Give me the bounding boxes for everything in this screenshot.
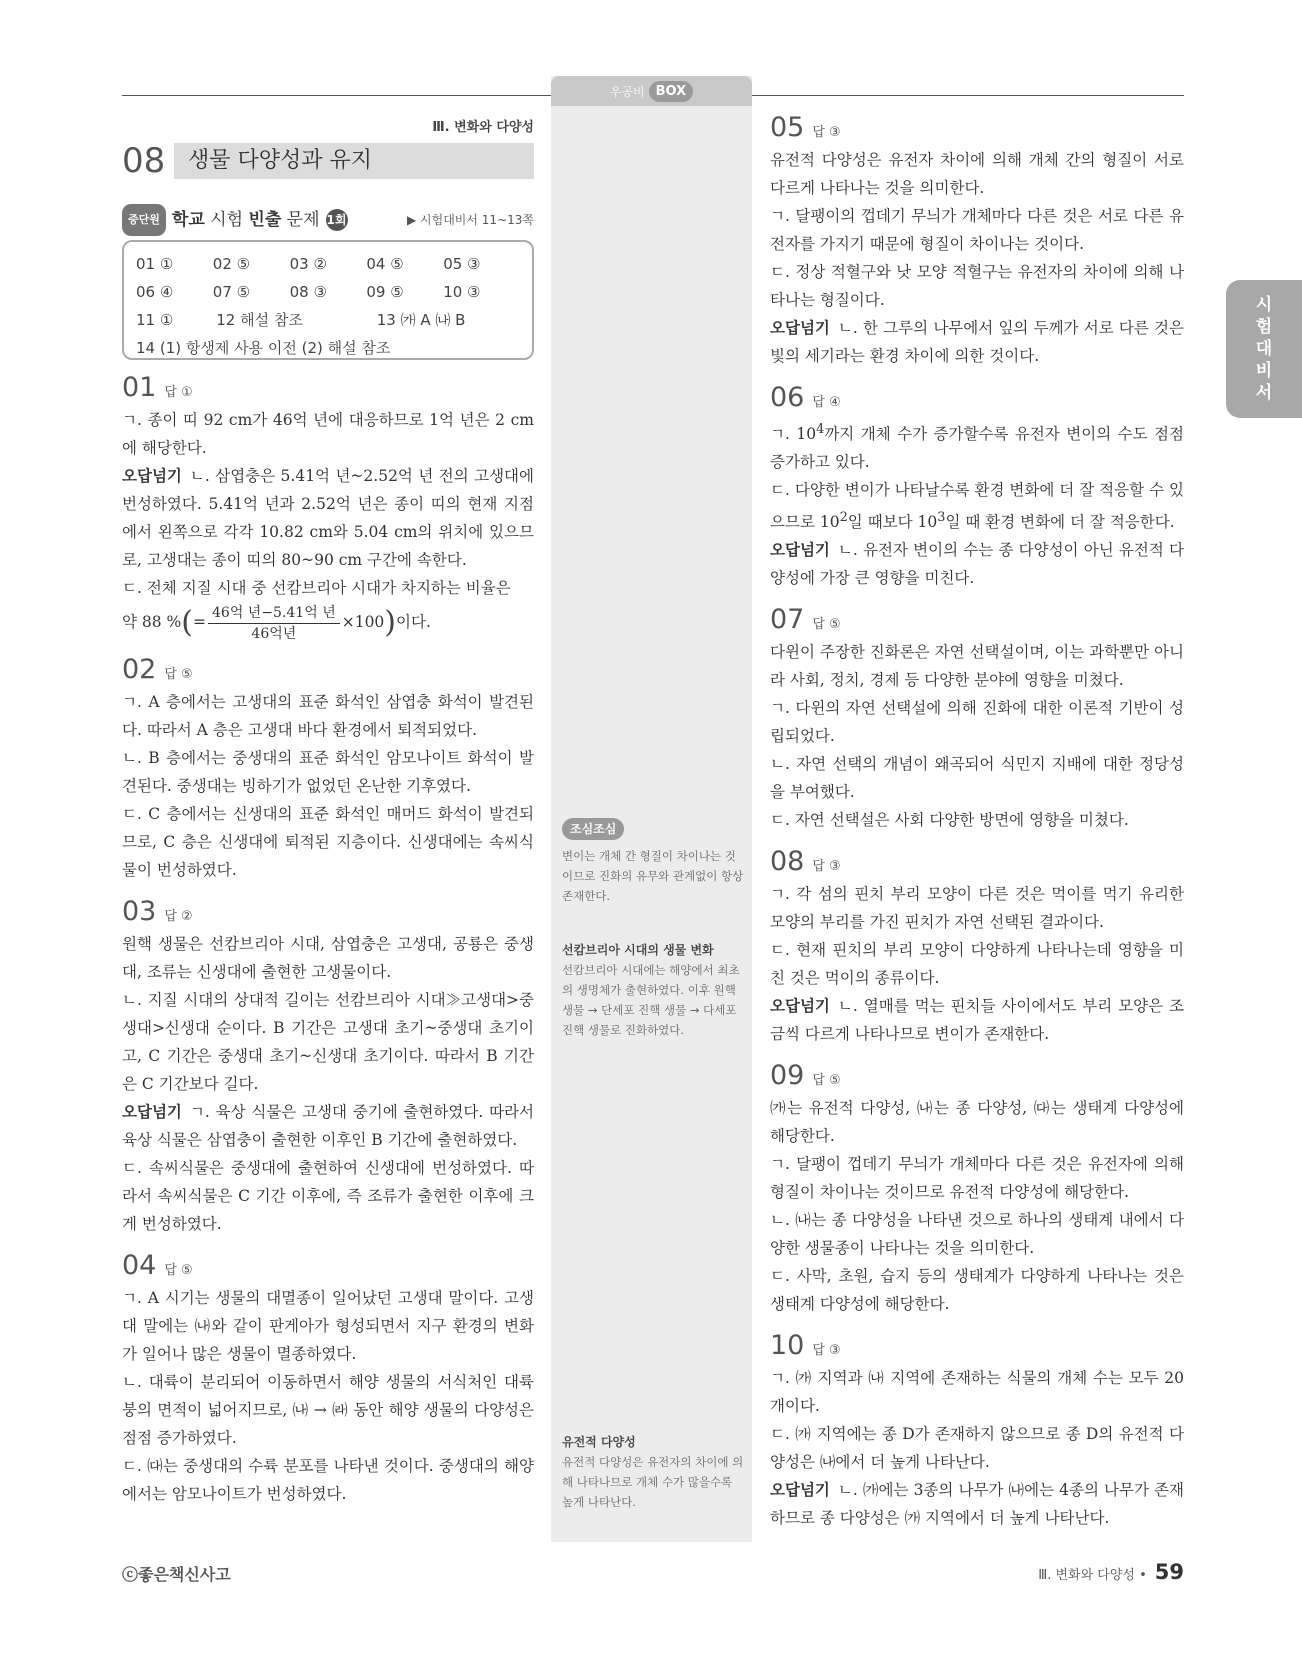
explanation-text: ㄱ. ㈎ 지역과 ㈏ 지역에 존재하는 식물의 개체 수는 모두 20개이다. — [770, 1369, 1184, 1416]
paren-close: ) — [384, 605, 397, 640]
explanation-text: ㄱ. 각 섬의 핀치 부리 모양이 다른 것은 먹이를 먹기 유리한 모양의 부리를 가진 핀치가 자연 선택된 결과이다. — [770, 885, 1184, 932]
left-column — [122, 114, 534, 1508]
answer-mark: 답 ④ — [812, 395, 841, 410]
unit-number: 08 — [122, 141, 166, 181]
answer-cell: 06 ④ — [136, 283, 174, 301]
explanation-text: ㄴ. B 층에서는 중생대의 표준 화석인 암모나이트 화석이 발견된다. 중생대는 빙하기가 없었던 온난한 기후였다. — [122, 749, 534, 795]
text-part: 일 때 환경 변화에 더 잘 적응한다. — [945, 513, 1175, 532]
answer-mark: 답 ⑤ — [812, 1073, 841, 1089]
answer-cell: 11 ① — [136, 311, 174, 329]
wrong-text: ㄴ. 한 그루의 나무에서 잎의 두께가 서로 다른 것은 빛의 세기라는 환경 차이에 의한 것이다. — [770, 319, 1184, 365]
unit-title: 생물 다양성과 유지 — [174, 143, 534, 179]
explanation-text: ㄷ. 사막, 초원, 습지 등의 생태계가 다양하게 나타나는 것은 생태계 다양성에 해당한다. — [770, 1267, 1184, 1314]
publisher-logo: ⓒ좋은책신사고 — [122, 1565, 231, 1584]
explanation-text: 원핵 생물은 선캄브리아 시대, 삼엽충은 고생대, 공룡은 중생대, 조류는 신생대에 출현한 고생물이다. — [122, 935, 534, 981]
wrong-label: 오답넘기 — [122, 467, 182, 485]
answer-mark: 답 ① — [164, 385, 193, 400]
explanation-text: ㄷ. 자연 선택설은 사회 다양한 방면에 영향을 미쳤다. — [770, 811, 1129, 830]
question-header — [770, 606, 1184, 638]
answer-cell: 13 ㈎ A ㈏ B — [376, 311, 466, 329]
explanation-text: 유전적 다양성은 유전자 차이에 의해 개체 간의 형질이 서로 다르게 나타나는 것을 의미한다. — [770, 151, 1184, 197]
side-tab-char: 서 — [1255, 383, 1273, 403]
title-part-a: 학교 — [171, 210, 205, 230]
page-reference: ▶ 시험대비서 11~13쪽 — [406, 213, 534, 227]
side-tab-char: 시 — [1255, 295, 1273, 315]
answer-cell: 03 ② — [289, 255, 327, 273]
explanation-text: ㄴ. 자연 선택의 개념이 왜곡되어 식민지 지배에 대한 정당성을 부여했다. — [770, 755, 1184, 802]
answer-mark: 답 ⑤ — [164, 667, 193, 682]
wrong-answer-note — [770, 992, 1184, 1048]
sidebar-column-bg — [551, 76, 752, 1542]
superscript: 4 — [816, 422, 825, 437]
answer-cell: 02 ⑤ — [212, 255, 251, 273]
wrong-label: 오답넘기 — [770, 997, 830, 1016]
footer-part: Ⅲ. 변화와 다양성 • — [1038, 1568, 1147, 1583]
question-number: 04 — [122, 1250, 157, 1281]
question-number: 07 — [770, 604, 805, 636]
wrong-text: ㄴ. ㈎에는 3종의 나무가 ㈏에는 4종의 나무가 존재하므로 종 다양성은 ㈎ 지역에서 더 높게 나타난다. — [770, 1481, 1184, 1528]
text-part: ㄱ. 10 — [770, 425, 817, 444]
answer-cell: 05 ③ — [443, 255, 481, 273]
answer-cell: 10 ③ — [443, 283, 481, 301]
explanation-text: ㄱ. A 층에서는 고생대의 표준 화석인 삼엽충 화석이 발견된다. 따라서 A 층은 고생대 바다 환경에서 퇴적되었다. — [122, 693, 534, 739]
side-note-title: 선캄브리아 시대의 생물 변화 — [562, 943, 714, 957]
superscript: 2 — [839, 510, 848, 526]
caution-chip: 조심조심 — [562, 818, 624, 840]
answer-mark: 답 ② — [164, 909, 193, 924]
formula-end: 이다. — [396, 613, 431, 631]
text-part: 일 때보다 10 — [847, 513, 938, 532]
question-header — [770, 848, 1184, 880]
explanation-text: ㄱ. 다윈의 자연 선택설에 의해 진화에 대한 이론적 기반이 성립되었다. — [770, 699, 1184, 746]
question-number: 01 — [122, 372, 157, 403]
question-header — [770, 384, 1184, 416]
box-tab-label: 우공비 — [609, 84, 645, 99]
explanation-text: ㄴ. ㈏는 종 다양성을 나타낸 것으로 하나의 생태계 내에서 다양한 생물종이 나타나는 것을 의미한다. — [770, 1211, 1184, 1258]
page-footer — [1038, 1560, 1184, 1584]
wrong-answer-note — [770, 536, 1184, 592]
wrong-label: 오답넘기 — [770, 541, 830, 560]
box-tab — [551, 76, 752, 106]
answer-row — [136, 278, 520, 306]
formula-eq: = — [193, 613, 206, 631]
explanation-text: ㄷ. ㈐는 중생대의 수륙 분포를 나타낸 것이다. 중생대의 해양에서는 암모나이트가 번성하였다. — [122, 1457, 534, 1503]
explanation-text — [770, 476, 1184, 536]
text-part: ㄷ. 다양한 변이가 나타날수록 환경 변화에 더 잘 적응할 수 있으므로 10 — [770, 481, 1184, 532]
wrong-answer-note — [122, 462, 534, 574]
side-note-text: 변이는 개체 간 형질이 차이나는 것이므로 진화의 유무와 관계없이 항상 존재한다. — [562, 849, 744, 903]
explanation-text: ㄷ. C 층에서는 신생대의 표준 화석인 매머드 화석이 발견되므로, C 층은 신생대에 퇴적된 지층이다. 신생대에는 속씨식물이 번성하였다. — [122, 805, 534, 879]
answer-row — [136, 306, 520, 334]
explanation-text: ㄷ. 전체 지질 시대 중 선캄브리아 시대가 차지하는 비율은 — [122, 579, 511, 597]
answer-box-title — [172, 206, 320, 234]
wrong-text: ㄱ. 육상 식물은 고생대 중기에 출현하였다. 따라서 육상 식물은 삼엽충이 출현한 이후인 B 기간에 출현하였다. — [122, 1103, 534, 1149]
answer-cell: 09 ⑤ — [366, 283, 404, 301]
wrong-label: 오답넘기 — [770, 1481, 830, 1500]
wrong-text: ㄴ. 삼엽충은 5.41억 년~2.52억 년 전의 고생대에 번성하였다. 5.41억 년과 2.52억 년은 종이 띠의 현재 지점에서 왼쪽으로 각각 10.82 cm와 5.04 cm의 위치에 있으므로, 고생대는 종이 띠의 80~90 cm 구간에 속한다. — [122, 467, 534, 569]
question-header — [122, 656, 534, 688]
question-number: 10 — [770, 1330, 805, 1362]
fraction — [208, 603, 340, 644]
page-number: 59 — [1154, 1560, 1184, 1584]
side-note-text: 선캄브리아 시대에는 해양에서 최초의 생명체가 출현하였다. 이후 원핵 생물 → 단세포 진핵 생물 → 다세포 진핵 생물로 진화하였다. — [562, 963, 740, 1037]
wrong-answer-note — [122, 1098, 534, 1154]
question-header — [122, 374, 534, 406]
paren-open: ( — [181, 605, 193, 640]
fraction-numerator: 46억 년−5.41억 년 — [208, 603, 340, 624]
answer-mark: 답 ③ — [812, 125, 841, 140]
question-header — [770, 1332, 1184, 1364]
explanation-text: ㄴ. 대륙이 분리되어 이동하면서 해양 생물의 서식처인 대륙붕의 면적이 넓어지므로, ㈏ → ㈑ 동안 해양 생물의 다양성은 점점 증가하였다. — [122, 1373, 534, 1447]
answer-mark: 답 ③ — [812, 859, 841, 875]
explanation-text: ㄴ. 지질 시대의 상대적 길이는 선캄브리아 시대≫고생대>중생대>신생대 순이다. B 기간은 고생대 초기~중생대 초기이고, C 기간은 중생대 초기~신생대 초기이다. 따라서 B 기간은 C 기간보다 길다. — [122, 991, 534, 1093]
question-number: 03 — [122, 896, 157, 927]
wrong-text: ㄴ. 열매를 먹는 핀치들 사이에서도 부리 모양은 조금씩 다르게 나타나므로 변이가 존재한다. — [770, 997, 1184, 1044]
answer-mark: 답 ⑤ — [164, 1263, 193, 1278]
explanation-text: ㄱ. A 시기는 생물의 대멸종이 일어났던 고생대 말이다. 고생대 말에는 ㈏와 같이 판게아가 형성되면서 지구 환경의 변화가 일어나 많은 생물이 멸종하였다. — [122, 1289, 534, 1363]
answer-cell: 08 ③ — [289, 283, 327, 301]
section-badge: 중단원 — [122, 204, 166, 236]
question-number: 05 — [770, 112, 805, 143]
side-tab-char: 비 — [1255, 361, 1273, 381]
answer-key-box — [122, 240, 534, 360]
unit-title-bar — [122, 138, 534, 184]
side-note-text: 유전적 다양성은 유전자의 차이에 의해 나타나므로 개체 수가 많을수록 높게 나타난다. — [562, 1455, 744, 1509]
explanation-text: ㄱ. 달팽이 껍데기 무늬가 개체마다 다른 것은 유전자에 의해 형질이 차이나는 것이므로 유전적 다양성에 해당한다. — [770, 1155, 1184, 1202]
answer-row — [136, 334, 520, 362]
explanation-text: ㈎는 유전적 다양성, ㈏는 종 다양성, ㈐는 생태계 다양성에 해당한다. — [770, 1099, 1184, 1146]
round-badge: 1회 — [326, 209, 348, 231]
explanation-text: ㄱ. 달팽이의 껍데기 무늬가 개체마다 다른 것은 서로 다른 유전자를 가지기 때문에 형질이 차이나는 것이다. — [770, 207, 1184, 253]
explanation-text: ㄷ. 속씨식물은 중생대에 출현하여 신생대에 번성하였다. 따라서 속씨식물은 C 기간 이후에, 즉 조류가 출현한 이후에 크게 번성하였다. — [122, 1159, 534, 1233]
answer-box-header — [122, 204, 534, 236]
answer-cell: 07 ⑤ — [212, 283, 251, 301]
answer-row — [136, 250, 520, 278]
explanation-text: ㄷ. 정상 적혈구와 낫 모양 적혈구는 유전자의 차이에 의해 나타나는 형질이다. — [770, 263, 1184, 309]
side-tab-char: 험 — [1255, 317, 1273, 337]
title-part-c: 빈출 — [248, 210, 282, 230]
answer-cell: 04 ⑤ — [366, 255, 404, 273]
side-tab-char: 대 — [1255, 339, 1273, 359]
question-number: 09 — [770, 1060, 805, 1092]
explanation-text: ㄷ. 현재 핀치의 부리 모양이 다양하게 나타나는데 영향을 미친 것은 먹이의 종류이다. — [770, 941, 1184, 988]
side-note-precambrian — [562, 940, 744, 1040]
section-side-tab[interactable] — [1226, 280, 1302, 418]
explanation-text: ㄷ. ㈎ 지역에는 종 D가 존재하지 않으므로 종 D의 유전적 다양성은 ㈏에서 더 높게 나타난다. — [770, 1425, 1184, 1472]
answer-mark: 답 ③ — [812, 1343, 841, 1359]
question-header — [770, 1062, 1184, 1094]
title-part-b: 시험 — [204, 210, 249, 230]
question-number: 06 — [770, 382, 805, 413]
side-note-title: 유전적 다양성 — [562, 1435, 636, 1449]
right-column — [770, 114, 1184, 1532]
wrong-answer-note — [770, 314, 1184, 370]
answer-cell: 14 (1) 항생제 사용 이전 (2) 해설 참조 — [136, 339, 391, 357]
formula-line — [122, 602, 534, 642]
question-header — [122, 1252, 534, 1284]
explanation-text: ㄱ. 종이 띠 92 cm가 46억 년에 대응하므로 1억 년은 2 cm에 해당한다. — [122, 411, 534, 457]
explanation-text — [770, 416, 1184, 476]
question-header — [770, 114, 1184, 146]
question-number: 02 — [122, 654, 157, 685]
wrong-label: 오답넘기 — [770, 319, 830, 337]
answer-cell: 12 해설 참조 — [216, 311, 303, 329]
text-part: 까지 개체 수가 증가할수록 유전자 변이의 수도 점점 증가하고 있다. — [770, 425, 1184, 472]
answer-mark: 답 ⑤ — [812, 617, 841, 633]
formula-prefix: 약 88 % — [122, 613, 182, 631]
formula-mult: ×100 — [341, 613, 385, 631]
fraction-denominator: 46억년 — [251, 625, 297, 642]
title-part-d: 문제 — [281, 210, 320, 230]
wrong-text: ㄴ. 유전자 변이의 수는 종 다양성이 아닌 유전적 다양성에 가장 큰 영향을 미친다. — [770, 541, 1184, 588]
part-label: Ⅲ. 변화와 다양성 — [432, 120, 534, 135]
question-number: 08 — [770, 846, 805, 878]
answer-cell: 01 ① — [136, 255, 174, 273]
side-note-caution — [562, 818, 744, 906]
superscript: 3 — [937, 510, 946, 526]
side-note-genetic — [562, 1432, 744, 1512]
explanation-text: 다윈이 주장한 진화론은 자연 선택설이며, 이는 과학뿐만 아니라 사회, 정치, 경제 등 다양한 분야에 영향을 미쳤다. — [770, 643, 1184, 690]
wrong-answer-note — [770, 1476, 1184, 1532]
box-pill: BOX — [649, 81, 694, 102]
question-header — [122, 898, 534, 930]
wrong-label: 오답넘기 — [122, 1103, 182, 1121]
